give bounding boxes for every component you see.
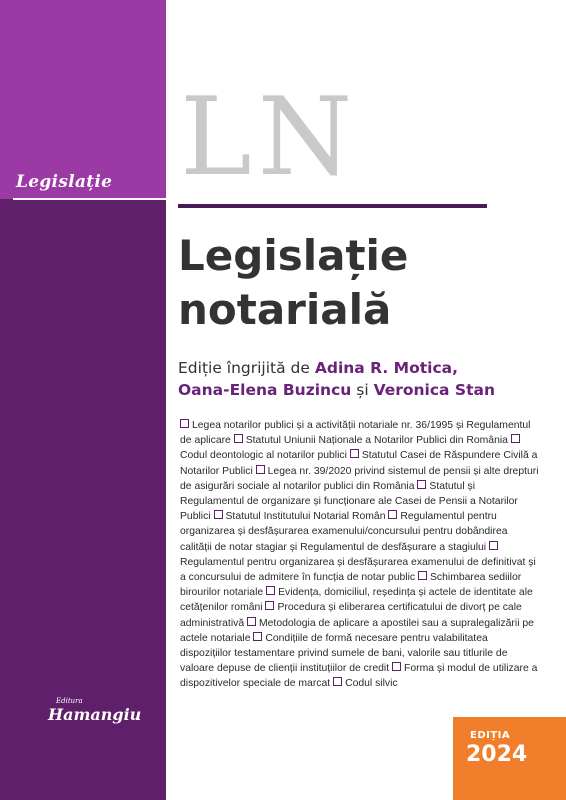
checkbox-square-icon xyxy=(234,434,243,443)
contents-item-text: Statutul și Regulamentul de organizare și funcționare ale Casei de Pensii a Notarilor Publici xyxy=(180,480,518,523)
checkbox-square-icon xyxy=(511,434,520,443)
book-title xyxy=(178,229,548,337)
checkbox-square-icon xyxy=(253,632,262,641)
contents-item-text: Legea notarilor publici și a activității notariale nr. 36/1995 și Regulamentul de aplicare xyxy=(180,420,531,447)
contents-item-text: Condițiile de formă necesare pentru valabilitatea dispozițiilor testamentare privind sumele de bani, valorile sau titlurile de valoare depuse de clienții instituțiilor de credit xyxy=(180,632,508,675)
contents-item-text: Regulamentul pentru organizarea și desfășurarea examenului de definitivat și a concursului de admitere în funcția de notar public xyxy=(180,556,536,584)
contents-item-text: Metodologia de aplicare a apostilei sau a supralegalizării pe actele notariale xyxy=(180,617,534,644)
contents-item-text: Codul deontologic al notarilor publici xyxy=(180,450,347,462)
checkbox-square-icon xyxy=(256,465,265,474)
book-title-line2: notarială xyxy=(178,285,392,334)
checkbox-square-icon xyxy=(489,541,498,550)
checkbox-square-icon xyxy=(417,480,426,489)
editor-name-3: Veronica Stan xyxy=(373,381,495,399)
title-divider xyxy=(178,204,487,208)
publisher-name: Hamangiu xyxy=(48,705,142,724)
checkbox-square-icon xyxy=(214,510,223,519)
checkbox-square-icon xyxy=(333,677,342,686)
checkbox-square-icon xyxy=(247,617,256,626)
editor-name-2: Oana-Elena Buzincu xyxy=(178,381,352,399)
edition-year: 2024 xyxy=(466,742,528,767)
book-title-line1: Legislație xyxy=(178,231,409,280)
contents-item-text: Procedura și eliberarea certificatului de divorț pe cale administrativă xyxy=(180,602,522,629)
publisher-small-label: Editura xyxy=(56,697,83,705)
checkbox-square-icon xyxy=(418,571,427,580)
series-label: Legislație xyxy=(16,172,113,192)
checkbox-square-icon xyxy=(392,662,401,671)
editors-prefix: Ediție îngrijită de xyxy=(178,359,315,377)
cover-band-top xyxy=(0,0,166,199)
edition-label: EDIȚIA xyxy=(470,730,511,741)
series-underline xyxy=(13,198,166,200)
contents-item-text: Evidența, domiciliul, reședința și actele de identitate ale cetățenilor români xyxy=(180,587,533,614)
contents-item-text: Statutul Casei de Răspundere Civilă a Notarilor Publici xyxy=(180,450,538,477)
series-logo: LN xyxy=(180,75,359,200)
contents-item-text: Statutul Uniunii Naționale a Notarilor Publici din România xyxy=(245,435,508,447)
contents-item-text: Statutul Institutului Notarial Român xyxy=(225,511,386,523)
contents-item-text: Legea nr. 39/2020 privind sistemul de pensii și alte drepturi de asigurări sociale al notarilor publici din România xyxy=(180,465,539,492)
checkbox-square-icon xyxy=(350,449,359,458)
checkbox-square-icon xyxy=(388,510,397,519)
editors-connector: și xyxy=(351,381,374,399)
contents-item-text: Forma și modul de utilizare a dispozitivelor speciale de marcat xyxy=(180,663,538,690)
editors xyxy=(178,357,558,401)
contents-item-text: Codul silvic xyxy=(345,678,398,690)
editor-name-1: Adina R. Motica, xyxy=(314,359,458,377)
checkbox-square-icon xyxy=(265,601,274,610)
checkbox-square-icon xyxy=(266,586,275,595)
contents-item-text: Regulamentul pentru organizarea și desfășurarea examenului/concursului pentru dobândirea calității de notar stagiar și Regulamentul de desfășurare a stagiului xyxy=(180,511,508,553)
contents-item xyxy=(234,435,508,446)
contents-item-text: Schimbarea sediilor birourilor notariale xyxy=(180,572,522,599)
checkbox-square-icon xyxy=(180,419,189,428)
contents-item xyxy=(214,511,386,522)
contents-item xyxy=(333,678,398,689)
contents-list xyxy=(180,418,542,692)
